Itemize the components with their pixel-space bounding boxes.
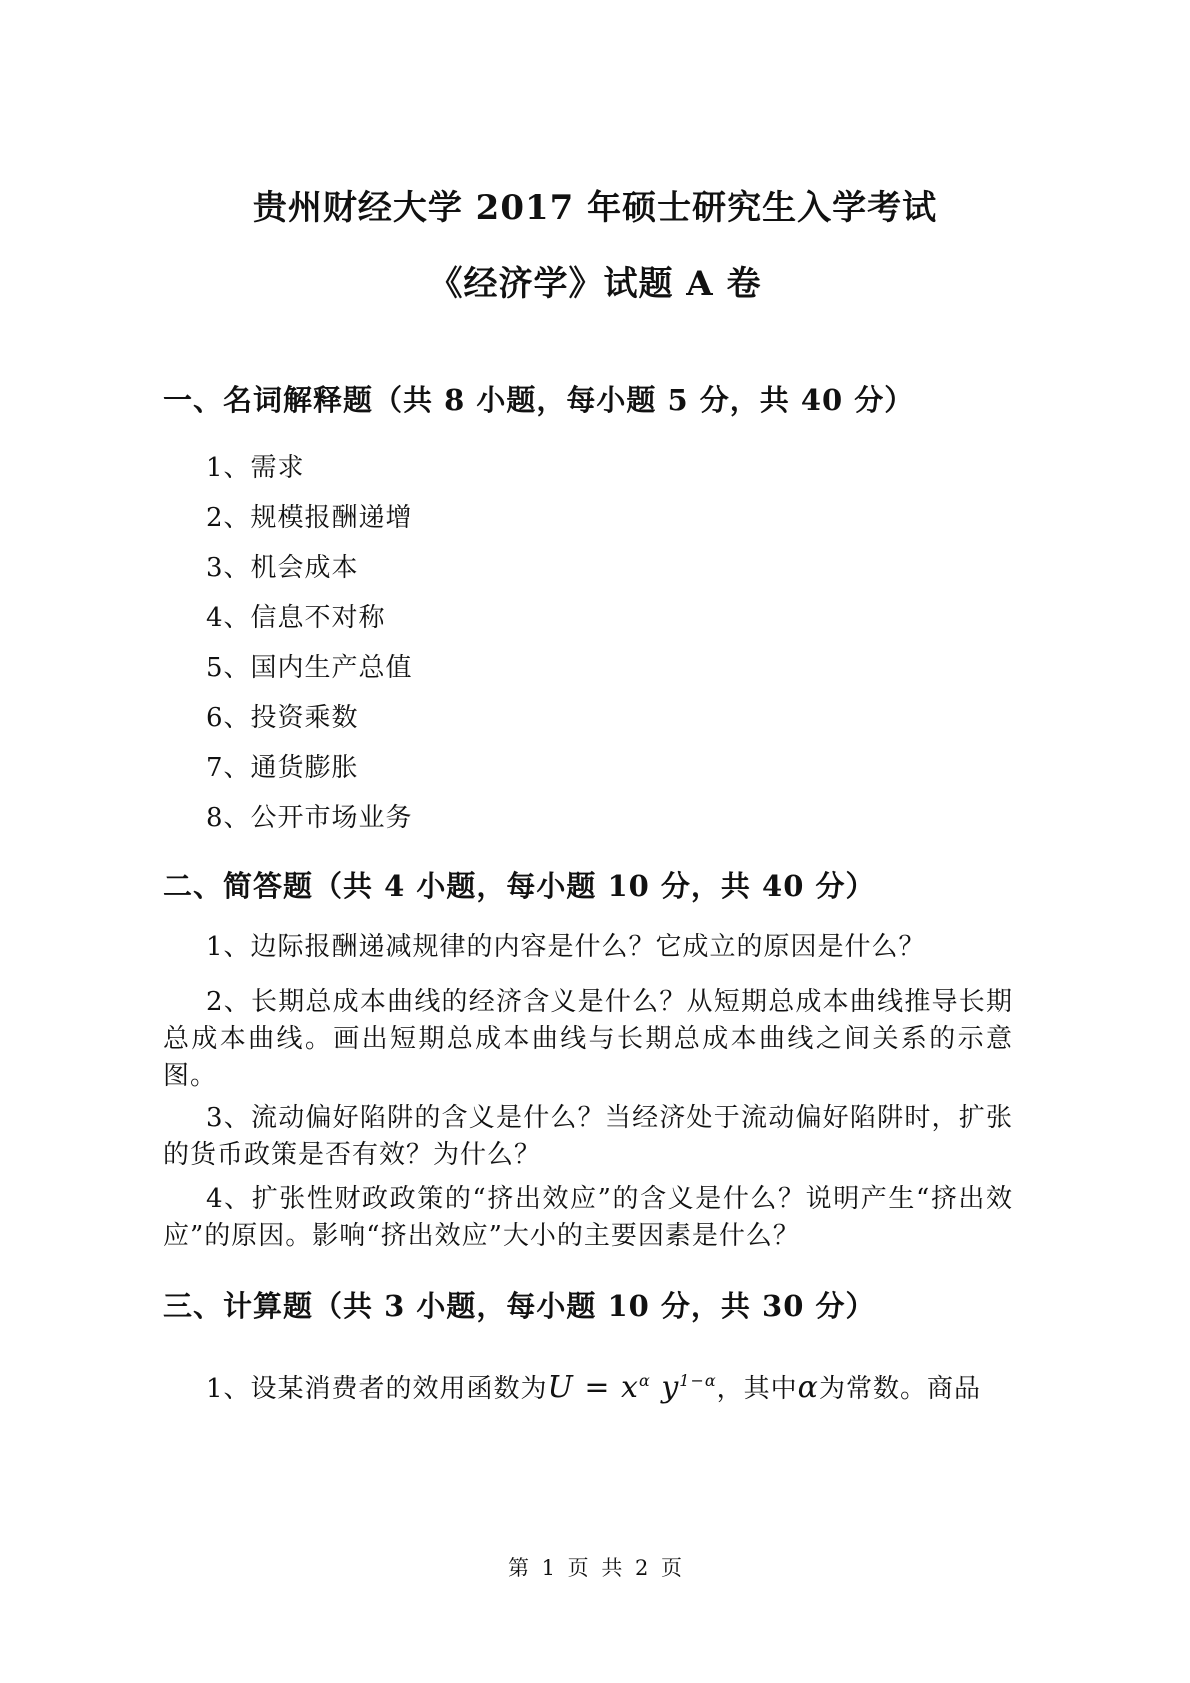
section2-question: 3、流动偏好陷阱的含义是什么？当经济处于流动偏好陷阱时，扩张的货币政策是否有效？为什么？ — [163, 1103, 1013, 1170]
section1-item: 6、投资乘数 — [206, 703, 359, 733]
exam-title: 贵州财经大学 2017 年硕士研究生入学考试 — [252, 188, 938, 228]
utility-formula: $U = x^\alpha$ $y^{1-\alpha}$ — [547, 1370, 717, 1405]
section2-heading: 二、简答题（共 4 小题，每小题 10 分，共 40 分） — [163, 869, 876, 903]
section1-item: 7、通货膨胀 — [206, 753, 359, 783]
section1-item: 3、机会成本 — [206, 553, 359, 583]
alpha-symbol: α — [797, 1370, 819, 1405]
section3-question-1 — [206, 1368, 981, 1405]
section1-item: 1、需求 — [206, 453, 305, 483]
section1-item: 8、公开市场业务 — [206, 803, 413, 833]
section1-item: 5、国内生产总值 — [206, 653, 413, 683]
page-footer: 第 1 页 共 2 页 — [507, 1556, 683, 1580]
section1-heading: 一、名词解释题（共 8 小题，每小题 5 分，共 40 分） — [163, 383, 915, 417]
section2-question: 2、长期总成本曲线的经济含义是什么？从短期总成本曲线推导长期总成本曲线。画出短期总成本曲线与长期总成本曲线之间关系的示意图。 — [163, 987, 1013, 1091]
question-text: 1、设某消费者的效用函数为 — [206, 1374, 548, 1404]
section1-item: 4、信息不对称 — [206, 603, 386, 633]
exam-subtitle: 《经济学》试题 A 卷 — [428, 264, 762, 304]
section3-heading: 三、计算题（共 3 小题，每小题 10 分，共 30 分） — [163, 1289, 876, 1323]
section2-question: 1、边际报酬递减规律的内容是什么？它成立的原因是什么？ — [206, 932, 926, 962]
section1-item: 2、规模报酬递增 — [206, 503, 413, 533]
question-text: 为常数。商品 — [818, 1374, 981, 1404]
section2-question: 4、扩张性财政政策的“挤出效应”的含义是什么？说明产生“挤出效应”的原因。影响“挤出效应”大小的主要因素是什么？ — [163, 1184, 1013, 1251]
question-text: ，其中 — [716, 1374, 798, 1404]
